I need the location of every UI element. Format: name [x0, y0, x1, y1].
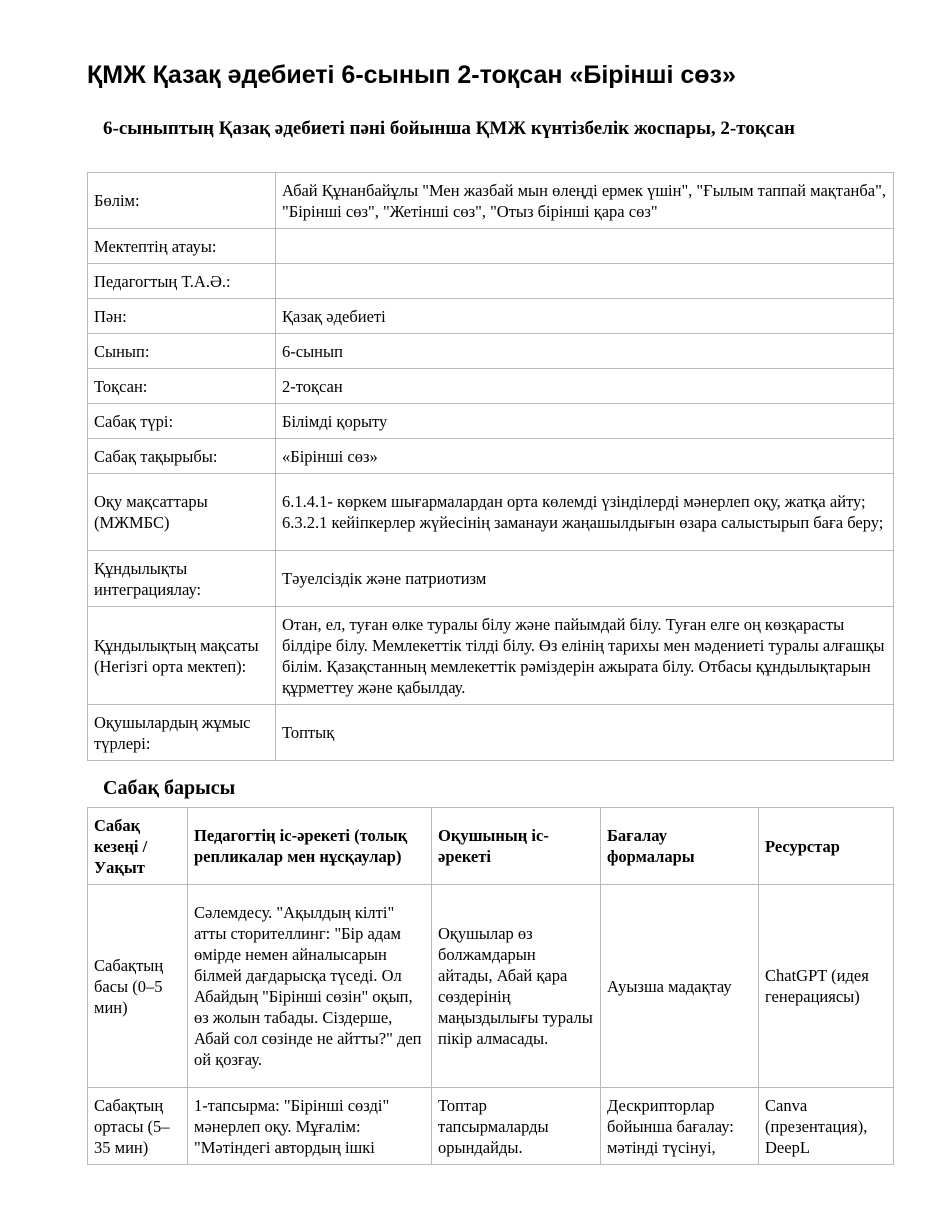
table-row — [88, 173, 894, 229]
info-label: Оқушылардың жұмыс түрлері: — [88, 705, 276, 761]
info-value: Тәуелсіздік және патриотизм — [276, 551, 894, 607]
table-row — [88, 607, 894, 705]
info-value: 6.1.4.1- көркем шығармалардан орта көлемді үзінділерді мәнерлеп оқу, жатқа айту; 6.3.2.1 кейіпкерлер жүйесінің заманауи жаңашылдығын өзара салыстырып баға беру; — [276, 474, 894, 551]
table-row — [88, 705, 894, 761]
info-value: 6-сынып — [276, 334, 894, 369]
teacher-cell: Сәлемдесу. "Ақылдың кілті" атты сторителлинг: "Бір адам өмірде немен айналысарын білмей дағдарысқа түседі. Ол Абайдың "Бірінші сөзін" оқып, өз жолын табады. Сіздерше, Абай сол сөзінде не айтты?" деп ой қозғау. — [188, 885, 432, 1088]
header-student: Оқушының іс-әрекеті — [432, 808, 601, 885]
header-teacher: Педагогтің іс-әрекеті (толық репликалар мен нұсқаулар) — [188, 808, 432, 885]
stage-cell: Сабақтың ортасы (5–35 мин) — [88, 1088, 188, 1165]
info-label: Сабақ тақырыбы: — [88, 439, 276, 474]
table-row — [88, 404, 894, 439]
info-value: Қазақ әдебиеті — [276, 299, 894, 334]
info-value: Топтық — [276, 705, 894, 761]
student-cell: Топтар тапсырмаларды орындайды. — [432, 1088, 601, 1165]
info-label: Құндылықты интеграциялау: — [88, 551, 276, 607]
document-title: ҚМЖ Қазақ әдебиеті 6-сынып 2-тоқсан «Бірінші сөз» — [87, 61, 736, 89]
table-row — [88, 551, 894, 607]
assessment-cell: Дескрипторлар бойынша бағалау: мәтінді түсінуі, — [601, 1088, 759, 1165]
header-resources: Ресурстар — [759, 808, 894, 885]
info-label: Мектептің атауы: — [88, 229, 276, 264]
info-label: Оқу мақсаттары (МЖМБС) — [88, 474, 276, 551]
info-value: 2-тоқсан — [276, 369, 894, 404]
info-value: Абай Құнанбайұлы "Мен жазбай мын өлеңді ермек үшін", "Ғылым таппай мақтанба", "Бірінші сөз", "Жетінші сөз", "Отыз бірінші қара сөз" — [276, 173, 894, 229]
table-row — [88, 299, 894, 334]
header-assessment: Бағалау формалары — [601, 808, 759, 885]
table-row — [88, 264, 894, 299]
info-value — [276, 229, 894, 264]
table-row — [88, 474, 894, 551]
student-cell: Оқушылар өз болжамдарын айтады, Абай қара сөздерінің маңыздылығы туралы пікір алмасады. — [432, 885, 601, 1088]
info-label: Бөлім: — [88, 173, 276, 229]
info-value: Отан, ел, туған өлке туралы білу және пайымдай білу. Туған елге оң көзқарасты білдіре білу. Мемлекеттік тілді білу. Өз елінің тарихы мен мәдениеті туралы алғашқы білім. Қазақстанның мемлекеттік рәміздерін ажырата білу. Отбасы құндылықтарын құрметтеу және қабылдау. — [276, 607, 894, 705]
info-value — [276, 264, 894, 299]
table-row — [88, 229, 894, 264]
info-table — [87, 172, 894, 761]
info-label: Тоқсан: — [88, 369, 276, 404]
teacher-cell: 1-тапсырма: "Бірінші сөзді" мәнерлеп оқу. Мұғалім: "Мәтіндегі автордың ішкі — [188, 1088, 432, 1165]
header-stage: Сабақ кезеңі / Уақыт — [88, 808, 188, 885]
table-header-row — [88, 808, 894, 885]
lesson-table — [87, 807, 894, 1165]
info-value: Білімді қорыту — [276, 404, 894, 439]
table-row — [88, 885, 894, 1088]
document-subtitle: 6-сыныптың Қазақ әдебиеті пәні бойынша ҚМЖ күнтізбелік жоспары, 2-тоқсан — [103, 118, 795, 139]
table-row — [88, 369, 894, 404]
info-label: Педагогтың Т.А.Ә.: — [88, 264, 276, 299]
info-label: Құндылықтың мақсаты (Негізгі орта мектеп): — [88, 607, 276, 705]
info-value: «Бірінші сөз» — [276, 439, 894, 474]
assessment-cell: Ауызша мадақтау — [601, 885, 759, 1088]
info-label: Пән: — [88, 299, 276, 334]
resources-cell: ChatGPT (идея генерациясы) — [759, 885, 894, 1088]
table-row — [88, 334, 894, 369]
stage-cell: Сабақтың басы (0–5 мин) — [88, 885, 188, 1088]
table-row — [88, 439, 894, 474]
resources-cell: Canva (презентация), DeepL — [759, 1088, 894, 1165]
info-label: Сынып: — [88, 334, 276, 369]
info-label: Сабақ түрі: — [88, 404, 276, 439]
table-row — [88, 1088, 894, 1165]
section-title: Сабақ барысы — [103, 777, 236, 799]
